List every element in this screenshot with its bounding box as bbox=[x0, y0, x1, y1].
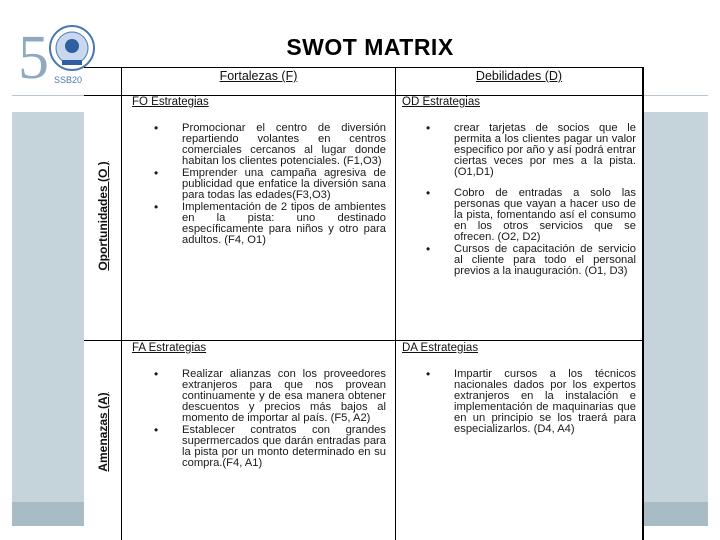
bullet-icon: • bbox=[154, 423, 159, 437]
column-header-weaknesses: Debilidades (D) bbox=[475, 69, 563, 83]
bullet-icon: • bbox=[154, 166, 159, 180]
list-item: • Emprender una campaña agresiva de publicidad que enfatice la diversión sana para todas las edades(F3,O3) bbox=[154, 166, 386, 201]
da-strategies-title: DA Estrategias bbox=[402, 342, 479, 354]
list-item: • Realizar alianzas con los proveedores extranjeros para que nos provean continuamente y de esa manera obtener descuentos y precios más bajos al momento de importar al país. (F5, A2) bbox=[154, 367, 386, 424]
grid-line-right bbox=[642, 67, 644, 540]
bullet-icon: • bbox=[154, 367, 159, 381]
list-item: • Implementación de 2 tipos de ambientes en la pista: uno destinado específicamente para niños y otro para adultos. (F4, O1) bbox=[154, 200, 386, 246]
grid-line-top bbox=[84, 67, 643, 68]
list-item: • Establecer contratos con grandes supermercados que darán entradas para la pista por un monto determinado en su compra.(F4, A1) bbox=[154, 423, 386, 469]
fo-strategies-list bbox=[152, 123, 386, 247]
column-header-strengths: Fortalezas (F) bbox=[219, 69, 298, 83]
bullet-icon: • bbox=[426, 367, 431, 381]
bullet-icon: • bbox=[426, 242, 431, 256]
list-item: • Cursos de capacitación de servicio al cliente para todo el personal previos a la inauguración. (O1, D3) bbox=[426, 242, 636, 277]
fa-strategies-title: FA Estrategias bbox=[132, 342, 207, 354]
list-item: • Cobro de entradas a solo las personas que vayan a hacer uso de la pista, fomentando así el consumo en los otros servicios que se ofrecen. (O2, D2) bbox=[426, 186, 636, 243]
od-strategies-title: OD Estrategias bbox=[402, 96, 480, 108]
grid-line-rowhead bbox=[121, 67, 122, 540]
bullet-icon: • bbox=[426, 121, 431, 135]
swot-matrix bbox=[84, 67, 644, 540]
grid-line-middle bbox=[84, 340, 643, 341]
fo-strategies-title: FO Estrategias bbox=[132, 96, 209, 108]
fa-strategies-list bbox=[152, 369, 386, 470]
logo-small-text: SSB20 bbox=[54, 75, 83, 85]
slide-title: SWOT MATRIX bbox=[286, 34, 454, 60]
od-strategies-list bbox=[424, 123, 636, 278]
right-decorative-band bbox=[644, 112, 708, 526]
list-item: • crear tarjetas de socios que le permita a los clientes pagar un valor especifico por año y así podrá entrar ciertas veces por mes a la pista. (O1,D1) bbox=[426, 121, 636, 178]
grid-line-center bbox=[395, 67, 396, 540]
row-header-opportunities: Oportunidades (O ) bbox=[96, 161, 110, 271]
list-item: • Promocionar el centro de diversión repartiendo volantes en centros comerciales cercanos al lugar donde habitan los clientes potenciales. (F1,O3) bbox=[154, 121, 386, 167]
bullet-icon: • bbox=[426, 186, 431, 200]
logo-number: 5 bbox=[18, 24, 49, 88]
bullet-icon: • bbox=[154, 121, 159, 135]
list-item: • Impartir cursos a los técnicos nacionales dados por los expertos extranjeros en la instalación e implementación de maquinarias que en un principio se los traerá para especializarlos. (D4, A4) bbox=[426, 367, 636, 435]
da-strategies-list bbox=[424, 369, 636, 436]
row-header-threats: Amenazas (A) bbox=[96, 392, 110, 472]
bullet-icon: • bbox=[154, 200, 159, 214]
